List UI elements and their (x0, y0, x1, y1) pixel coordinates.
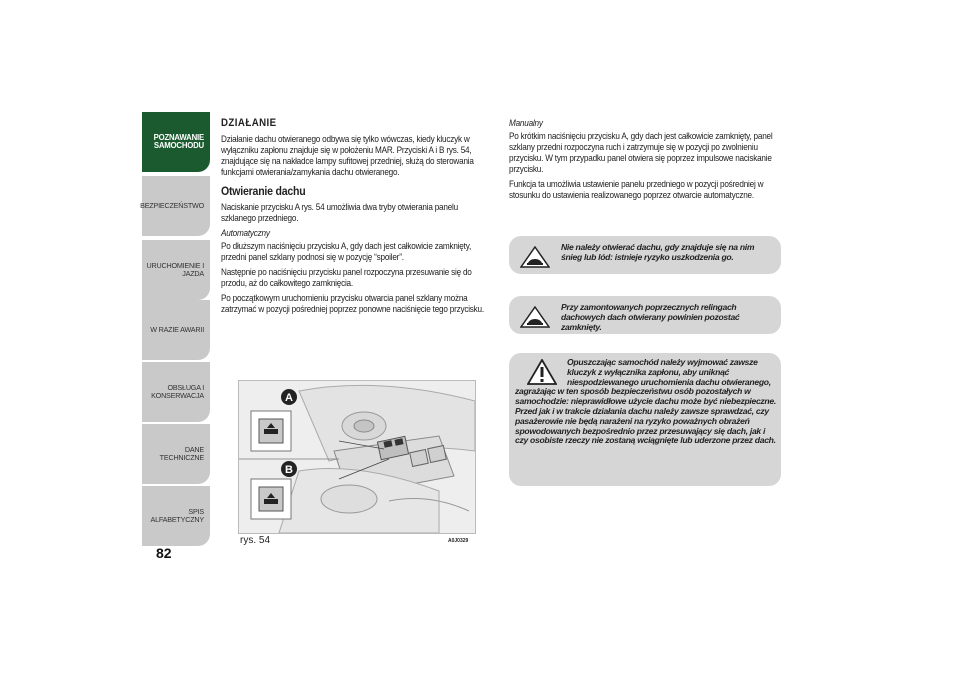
left-column (221, 118, 490, 319)
label-a: A (285, 392, 293, 404)
car-damage-warning-icon (520, 306, 550, 328)
warning-text (515, 358, 777, 446)
caution-box-snow (509, 236, 781, 274)
tab-label: W RAZIE AWARII (150, 324, 204, 334)
subsection-heading: Otwieranie dachu (221, 184, 306, 198)
paragraph: Po początkowym uruchomieniu przycisku otwarcia panel szklany można zatrzymać w pozycji pośredniej poprzez ponowne naciśnięcie tego przycisku. (221, 293, 484, 314)
paragraph: Po krótkim naciśnięciu przycisku A, gdy dach jest całkowicie zamknięty, panel szklany przedni rozpoczyna ruch i zatrzymuje się w pozycji po zwolnieniu przycisku. W tym przypadku panel otwiera się poprzez impulsowe naciskanie przycisku. (509, 131, 773, 174)
car-damage-warning-icon (520, 246, 550, 268)
tab-spis-alfabetyczny[interactable] (142, 486, 210, 546)
warning-text-rest: zagrażając w ten sposób bezpieczeństwu osób pozostałych w samochodzie: nieprawidłowe użycie dachu może być niebezpieczne. Przed jak i w trakcie działania dachu należy zawsze sprawdzać, czy pasażerowie nie będą narażeni na ryzyko poważnych obrażeń spowodowanych bezpośrednio przez przesuwający się dach, jak i czy osobiste rzeczy nie zostaną wciągnięte lub uderzone przez dach. (515, 386, 776, 446)
caution-box-roof-rails (509, 296, 781, 334)
tab-label: DANE TECHNICZNE (159, 444, 204, 462)
tab-obsluga-i-konserwacja[interactable] (142, 362, 210, 422)
tab-w-razie-awarii[interactable] (142, 300, 210, 360)
paragraph: Po dłuższym naciśnięciu przycisku A, gdy dach jest całkowicie zamknięty, przedni panel szklany podnosi się w pozycję “spoiler”. (221, 241, 472, 262)
label-b: B (285, 464, 293, 476)
caution-text: Nie należy otwierać dachu, gdy znajduje się na nim śnieg lub lód: istnieje ryzyko uszkodzenia go. (561, 242, 755, 262)
caution-text: Przy zamontowanych poprzecznych relingach dachowych dach otwierany powinien pozostać zamknięty. (561, 302, 740, 332)
paragraph: Następnie po naciśnięciu przycisku panel rozpoczyna przesuwanie się do przodu, aż do całkowitego zamknięcia. (221, 267, 472, 288)
mode-label-automatic: Automatyczny (221, 228, 270, 238)
paragraph: Działanie dachu otwieranego odbywa się tylko wówczas, kiedy kluczyk w wyłączniku zapłonu znajduje się w położeniu MAR. Przyciski A i B rys. 54, znajdujące się na nakładce lampy sufitowej przedniej, służą do sterowania funkcjami otwierania/zamykania dachu otwieranego. (221, 134, 474, 177)
right-column (509, 118, 784, 205)
figure-code: A0J0329 (448, 538, 469, 544)
tab-label: BEZPIECZEŃSTWO (140, 200, 204, 210)
roof-console-illustration (239, 381, 475, 533)
tab-dane-techniczne[interactable] (142, 424, 210, 484)
figure-caption: rys. 54 (240, 535, 271, 546)
tab-label: POZNAWANIE SAMOCHODU (153, 132, 204, 150)
tab-poznawanie-samochodu[interactable] (142, 112, 210, 172)
tab-label: URUCHOMIENIE I JAZDA (146, 260, 204, 278)
warning-text-first: Opuszczając samochód należy wyjmować zawsze kluczyk z wyłącznika zapłonu, aby uniknąć niespodziewanego uruchomienia dachu otwieranego, (567, 357, 771, 387)
section-heading: DZIAŁANIE (221, 117, 277, 129)
tab-uruchomienie-i-jazda[interactable] (142, 240, 210, 300)
tab-label: OBSŁUGA I KONSERWACJA (151, 382, 204, 400)
figure-roof-buttons (238, 380, 476, 534)
page-number: 82 (156, 545, 172, 561)
tab-label: SPIS ALFABETYCZNY (150, 506, 204, 524)
tab-bezpieczenstwo[interactable] (142, 176, 210, 236)
mode-label-manual: Manualny (509, 118, 543, 128)
paragraph: Funkcja ta umożliwia ustawienie panelu przedniego w pozycji pośredniej w stosunku do ustawienia realizowanego poprzez otwarcie automatyczne. (509, 179, 764, 200)
paragraph: Naciskanie przycisku A rys. 54 umożliwia dwa tryby otwierania panelu szklanego przedniego. (221, 202, 458, 223)
warning-box-key (509, 353, 781, 486)
